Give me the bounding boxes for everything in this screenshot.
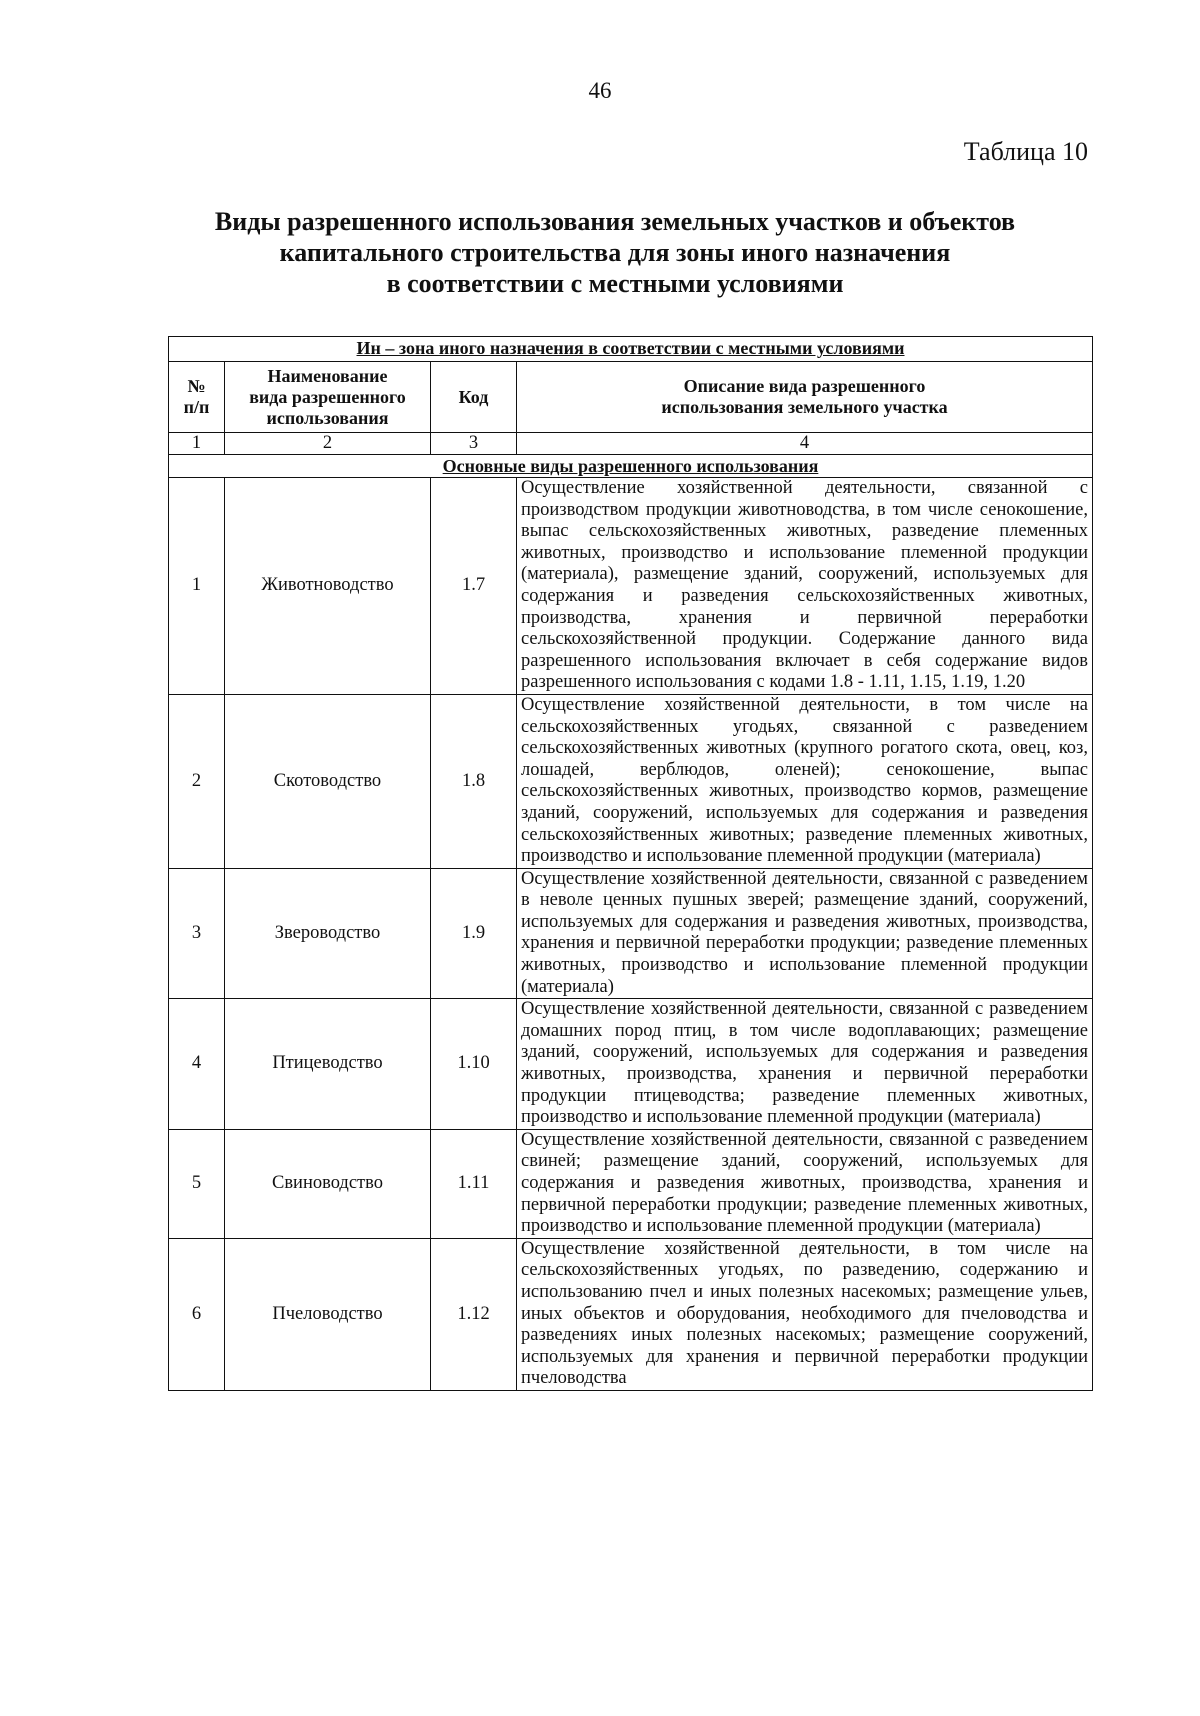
use-name: Звероводство [225,868,431,999]
row-number: 1 [169,478,225,695]
use-description: Осуществление хозяйственной деятельности, связанной с разведением в неволе ценных пушных зверей; размещение зданий, сооружений, используемых для содержания и разведения животных, производства, хранения и первичной переработки продукции; разведение племенных животных, производство и использование племенной продукции (материала) [517,868,1093,999]
use-name: Скотоводство [225,694,431,868]
use-name: Животноводство [225,478,431,695]
use-code: 1.12 [431,1238,517,1390]
table-row [169,1238,1093,1390]
table-caption: Таблица 10 [963,137,1088,166]
title-line: в соответствии с местными условиями [386,269,844,298]
title-line: капитального строительства для зоны иного назначения [279,238,951,267]
header-num-line: № [187,376,206,396]
header-num [169,362,225,433]
document-title [150,206,1080,299]
use-description: Осуществление хозяйственной деятельности, в том числе на сельскохозяйственных угодьях, по разведению, содержанию и использованию пчел и иных полезных насекомых; размещение ульев, иных объектов и оборудования, необходимого для пчеловодства и разведениях иных полезных насекомых; размещение сооружений, используемых для хранения и первичной переработки продукции пчеловодства [517,1238,1093,1390]
zone-title: Ин – зона иного назначения в соответствии с местными условиями [169,337,1093,362]
header-name [225,362,431,433]
column-number-row [169,433,1093,455]
use-code: 1.8 [431,694,517,868]
row-number: 3 [169,868,225,999]
use-code: 1.11 [431,1129,517,1238]
header-num-line: п/п [183,397,210,417]
column-number: 2 [225,433,431,455]
row-number: 5 [169,1129,225,1238]
use-description: Осуществление хозяйственной деятельности, в том числе на сельскохозяйственных угодьях, связанной с разведением сельскохозяйственных животных (крупного рогатого скота, овец, коз, лошадей, верблюдов, оленей); сенокошение, выпас сельскохозяйственных животных, производство кормов, размещение зданий, сооружений, используемых для содержания и разведения сельскохозяйственных животных; разведение племенных животных, производство и использование племенной продукции (материала) [517,694,1093,868]
page-number: 46 [588,78,612,103]
header-name-line: Наименование [267,365,388,386]
use-name: Пчеловодство [225,1238,431,1390]
header-name-line: использования [266,407,389,428]
use-description: Осуществление хозяйственной деятельности, связанной с разведением домашних пород птиц, в том числе водоплавающих; размещение зданий, сооружений, используемых для содержания и разведения животных, производства, хранения и первичной переработки продукции птицеводства; разведение племенных животных, производство и использование племенной продукции (материала) [517,999,1093,1130]
row-number: 6 [169,1238,225,1390]
header-row [169,362,1093,433]
use-description: Осуществление хозяйственной деятельности, связанной с разведением свиней; размещение зданий, сооружений, используемых для содержания и разведения животных, производства, хранения и первичной переработки продукции; разведение племенных животных, производство и использование племенной продукции (материала) [517,1129,1093,1238]
table-row [169,999,1093,1130]
use-description: Осуществление хозяйственной деятельности, связанной с производством продукции животноводства, в том числе сенокошение, выпас сельскохозяйственных животных, разведение племенных животных, производство и использование племенной продукции (материала), размещение зданий, сооружений, используемых для содержания и разведения сельскохозяйственных животных, производства, хранения и первичной переработки сельскохозяйственной продукции. Содержание данного вида разрешенного использования включает в себя содержание видов разрешенного использования с кодами 1.8 - 1.11, 1.15, 1.19, 1.20 [517,478,1093,695]
land-use-table [168,336,1093,1391]
header-desc-line: Описание вида разрешенного [683,376,926,396]
use-name: Свиноводство [225,1129,431,1238]
table-row [169,1129,1093,1238]
use-name: Птицеводство [225,999,431,1130]
column-number: 4 [517,433,1093,455]
column-number: 3 [431,433,517,455]
header-name-line: вида разрешенного [249,386,406,407]
section-row [169,455,1093,478]
table-row [169,868,1093,999]
use-code: 1.9 [431,868,517,999]
use-code: 1.10 [431,999,517,1130]
table-row [169,694,1093,868]
section-title: Основные виды разрешенного использования [169,455,1093,478]
use-code: 1.7 [431,478,517,695]
column-number: 1 [169,433,225,455]
row-number: 4 [169,999,225,1130]
table-row [169,478,1093,695]
zone-title-row [169,337,1093,362]
header-code: Код [431,362,517,433]
title-line: Виды разрешенного использования земельных участков и объектов [214,207,1016,236]
header-description [517,362,1093,433]
row-number: 2 [169,694,225,868]
header-desc-line: использования земельного участка [661,397,948,417]
